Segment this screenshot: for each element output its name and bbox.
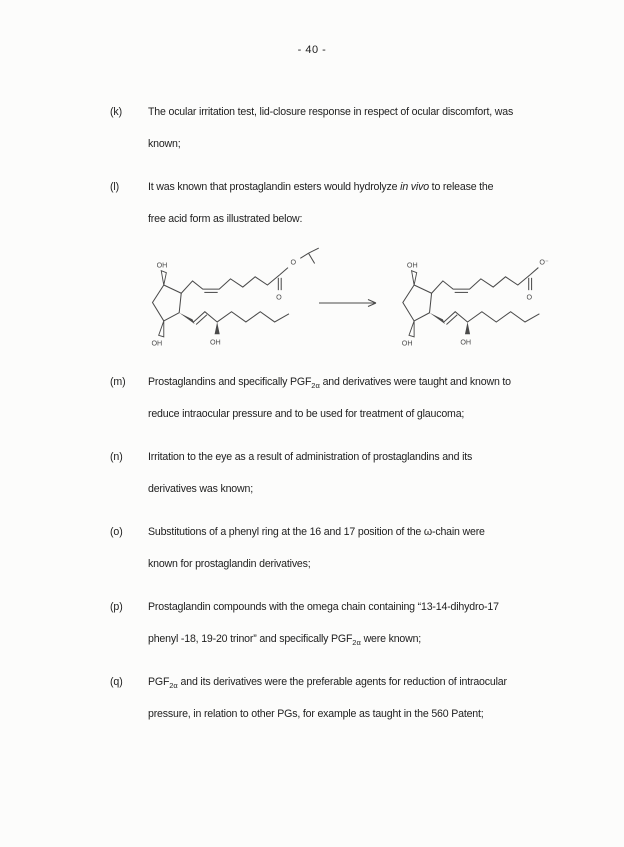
paragraph-text bbox=[148, 666, 560, 730]
paragraph-text bbox=[148, 366, 560, 430]
paragraph-l bbox=[110, 171, 560, 235]
omega-chain bbox=[194, 312, 289, 322]
ester-o-label: O bbox=[290, 258, 297, 267]
carboxylate-o-label: O⁻ bbox=[539, 258, 549, 267]
cyclopentane-ring bbox=[153, 285, 182, 321]
stereo-wedges bbox=[159, 271, 220, 337]
cyclopentane-ring bbox=[403, 285, 432, 321]
paragraph-p bbox=[110, 591, 560, 655]
paragraph-line: phenyl -18, 19-20 trinor” and specifically $PGF_{2\alpha}$ were known; bbox=[148, 633, 422, 648]
paragraph-label: (l) bbox=[110, 181, 120, 193]
alpha-chain bbox=[181, 275, 280, 293]
paragraph-line: Irritation to the eye as a result of administration of prostaglandins and its bbox=[148, 451, 473, 463]
paragraph-label: (p) bbox=[110, 601, 123, 613]
paragraph-line: Prostaglandin compounds with the omega chain containing “13-14-dihydro-17 bbox=[148, 601, 499, 613]
paragraph-line: free acid form as illustrated below: bbox=[148, 213, 303, 225]
paragraph-text bbox=[148, 441, 560, 505]
paragraph-line: pressure, in relation to other PGs, for example as taught in the 560 Patent; bbox=[148, 708, 484, 720]
paragraph-line: derivatives was known; bbox=[148, 483, 253, 495]
paragraph-text bbox=[148, 516, 560, 580]
oh-label: OH bbox=[460, 338, 472, 347]
carbonyl-o-label: O bbox=[526, 293, 533, 302]
paragraph-line: Prostaglandins and specifically $PGF_{2\alpha}$ and derivatives were taught and known to bbox=[148, 376, 511, 391]
paragraph-line: known for prostaglandin derivatives; bbox=[148, 558, 311, 570]
atom-labels bbox=[402, 258, 549, 347]
paragraph-label: (k) bbox=[110, 106, 123, 118]
paragraph-o bbox=[110, 516, 560, 580]
paragraph-line: reduce intraocular pressure and to be used for treatment of glaucoma; bbox=[148, 408, 465, 420]
paragraph-text bbox=[148, 96, 560, 160]
paragraph-line: $PGF_{2\alpha}$ and its derivatives were the preferable agents for reduction of intraocular bbox=[148, 676, 507, 691]
oh-label: OH bbox=[209, 338, 221, 347]
prostaglandin-free-acid-structure bbox=[383, 246, 551, 361]
oh-label: OH bbox=[156, 261, 168, 270]
prostaglandin-ester-structure bbox=[133, 246, 328, 361]
paragraph-label: (m) bbox=[110, 376, 126, 388]
reaction-arrow bbox=[318, 297, 382, 309]
oh-label: OH bbox=[401, 339, 413, 348]
paragraph-text bbox=[148, 171, 560, 235]
alpha-chain bbox=[432, 275, 531, 293]
paragraph-label: (n) bbox=[110, 451, 123, 463]
page-number: - 40 - bbox=[297, 44, 327, 56]
carbonyl-o-label: O bbox=[276, 293, 282, 302]
paragraph-q bbox=[110, 666, 560, 730]
atom-labels bbox=[151, 259, 296, 348]
oh-label: OH bbox=[151, 339, 163, 348]
paragraph-line: It was known that prostaglandin esters would hydrolyze in vivo to release the bbox=[148, 181, 494, 193]
paragraph-label: (o) bbox=[110, 526, 123, 538]
molecule-bonds bbox=[403, 268, 540, 325]
stereo-wedges bbox=[409, 271, 470, 337]
paragraph-k bbox=[110, 96, 560, 160]
omega-chain bbox=[444, 312, 539, 322]
paragraph-line: known; bbox=[148, 138, 181, 150]
paragraph-line: The ocular irritation test, lid-closure response in respect of ocular discomfort, was bbox=[148, 106, 514, 118]
paragraph-line: Substitutions of a phenyl ring at the 16 and 17 position of the ω-chain were bbox=[148, 526, 485, 538]
paragraph-n bbox=[110, 441, 560, 505]
paragraph-label: (q) bbox=[110, 676, 123, 688]
paragraph-m bbox=[110, 366, 560, 430]
paragraph-text bbox=[148, 591, 560, 655]
oh-label: OH bbox=[406, 261, 418, 270]
